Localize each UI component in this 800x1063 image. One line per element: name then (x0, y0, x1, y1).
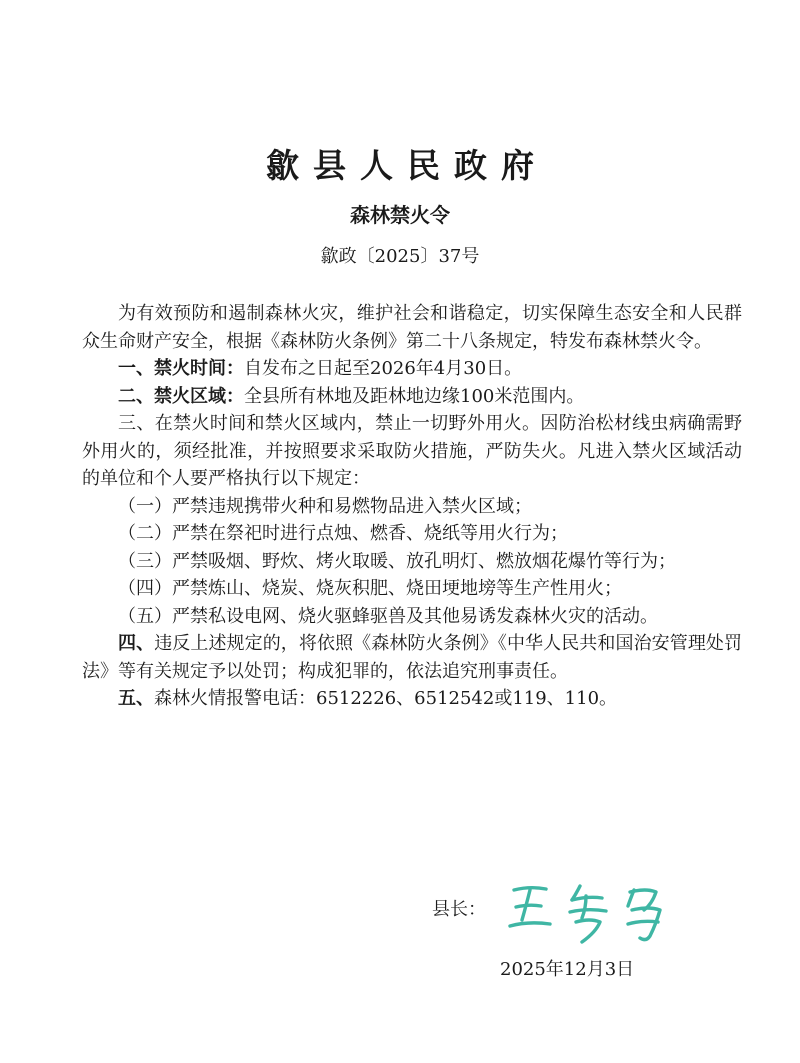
sub-item-3: （三）严禁吸烟、野炊、烤火取暖、放孔明灯、燃放烟花爆竹等行为； (118, 550, 676, 572)
document-date: 2025年12月3日 (500, 959, 635, 980)
document-title: 歙县人民政府 (266, 146, 548, 185)
document-subtitle: 森林禁火令 (350, 203, 450, 227)
item-1-lead: 一、禁火时间： (118, 358, 244, 379)
item-5-lead: 五、 (118, 688, 154, 709)
sub-item-4: （四）严禁炼山、烧炭、烧灰积肥、烧田埂地塝等生产性用火； (118, 578, 622, 599)
handwritten-signature (502, 880, 682, 950)
signature-label: 县长： (432, 899, 486, 920)
document-number: 歙政〔2025〕37号 (320, 246, 480, 267)
sub-item-2: （二）严禁在祭祀时进行点烛、燃香、烧纸等用火行为； (118, 523, 568, 544)
preamble-paragraph: 为有效预防和遏制森林火灾，维护社会和谐稳定，切实保障生态安全和人民群众生命财产安全，根据《森林防火条例》第二十八条规定，特发布森林禁火令。 (82, 303, 742, 352)
item-4-paragraph (82, 630, 742, 685)
sub-item-5: （五）严禁私设电网、烧火驱蜂驱兽及其他易诱发森林火灾的活动。 (118, 605, 658, 627)
item-2-lead: 二、禁火区域： (118, 385, 244, 407)
item-3-paragraph: 三、在禁火时间和禁火区域内，禁止一切野外用火。因防治松材线虫病确需野外用火的，须经批准，并按照要求采取防火措施，严防失火。凡进入禁火区域活动的单位和个人要严格执行以下规定： (82, 413, 742, 489)
item-1-paragraph (82, 355, 742, 383)
item-1-text: 自发布之日起至2026年4月30日。 (244, 358, 523, 379)
item-5-paragraph (82, 685, 742, 713)
document-body (82, 300, 742, 713)
item-4-text: 违反上述规定的，将依照《森林防火条例》《中华人民共和国治安管理处罚法》等有关规定予以处罚；构成犯罪的，依法追究刑事责任。 (82, 633, 743, 682)
item-2-text: 全县所有林地及距林地边缘100米范围内。 (244, 385, 585, 407)
item-2-paragraph (82, 383, 742, 411)
item-5-text: 森林火情报警电话：6512226、6512542或119、110。 (154, 688, 618, 709)
signature-block (432, 880, 732, 950)
sub-item-1: （一）严禁违规携带火种和易燃物品进入禁火区域； (118, 495, 532, 517)
item-4-lead: 四、 (118, 633, 155, 654)
